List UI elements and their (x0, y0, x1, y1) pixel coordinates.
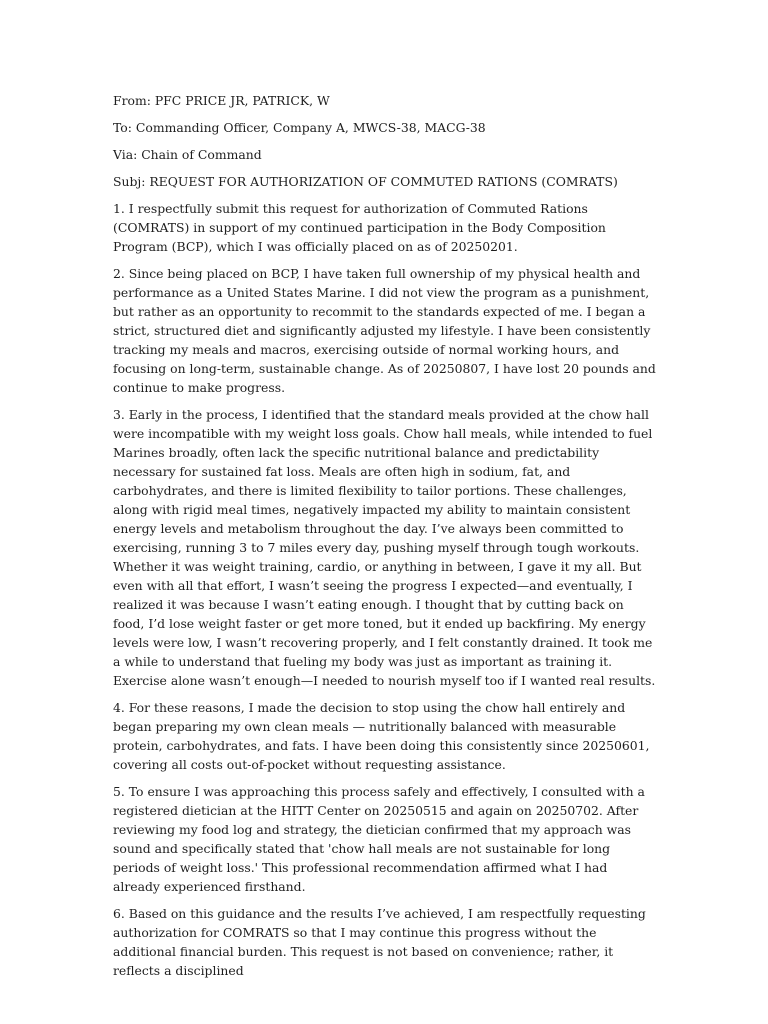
paragraph-5: 5. To ensure I was approaching this process safely and effectively, I consulted with a registered dietician at the HITT Center on 20250515 and again on 20250702. After reviewing my food log and strategy, the dietician confirmed that my approach was sound and specifically stated that 'chow hall meals are not sustainable for long periods of weight loss.' This professional recommendation affirmed what I had already experienced firsthand. (113, 784, 645, 894)
from-line: From: PFC PRICE JR, PATRICK, W (113, 93, 330, 108)
to-line: To: Commanding Officer, Company A, MWCS-38, MACG-38 (113, 120, 486, 135)
paragraph-6: 6. Based on this guidance and the results I’ve achieved, I am respectfully requesting authorization for COMRATS so that I may continue this progress without the additional financial burden. This request is not based on convenience; rather, it reflects a disciplined (113, 906, 646, 978)
paragraph-4: 4. For these reasons, I made the decision to stop using the chow hall entirely and began preparing my own clean meals — nutritionally balanced with measurable protein, carbohydrates, and fats. I have been doing this consistently since 20250601, covering all costs out-of-pocket without requesting assistance. (113, 700, 650, 772)
memo-page (113, 91, 658, 988)
paragraph-3: 3. Early in the process, I identified that the standard meals provided at the chow hall were incompatible with my weight loss goals. Chow hall meals, while intended to fuel Marines broadly, often lack the specific nutritional balance and predictability necessary for sustained fat loss. Meals are often high in sodium, fat, and carbohydrates, and there is limited flexibility to tailor portions. These challenges, along with rigid meal times, negatively impacted my ability to maintain consistent energy levels and metabolism throughout the day. I’ve always been committed to exercising, running 3 to 7 miles every day, pushing myself through tough workouts. Whether it was weight training, cardio, or anything in between, I gave it my all. But even with all that effort, I wasn’t seeing the progress I expected—and eventually, I realized it was because I wasn’t eating enough. I thought that by cutting back on food, I’d lose weight faster or get more toned, but it ended up backfiring. My energy levels were low, I wasn’t recovering properly, and I felt constantly drained. It took me a while to understand that fueling my body was just as important as training it. Exercise alone wasn’t enough—I needed to nourish myself too if I wanted real results. (113, 407, 656, 688)
paragraph-2: 2. Since being placed on BCP, I have taken full ownership of my physical health and performance as a United States Marine. I did not view the program as a punishment, but rather as an opportunity to recommit to the standards expected of me. I began a strict, structured diet and significantly adjusted my lifestyle. I have been consistently tracking my meals and macros, exercising outside of normal working hours, and focusing on long-term, sustainable change. As of 20250807, I have lost 20 pounds and continue to make progress. (113, 266, 656, 395)
paragraph-1: 1. I respectfully submit this request for authorization of Commuted Rations (COMRATS) in support of my continued participation in the Body Composition Program (BCP), which I was officially placed on as of 20250201. (113, 201, 606, 254)
subject-line: Subj: REQUEST FOR AUTHORIZATION OF COMMUTED RATIONS (COMRATS) (113, 174, 618, 189)
via-line: Via: Chain of Command (113, 147, 262, 162)
